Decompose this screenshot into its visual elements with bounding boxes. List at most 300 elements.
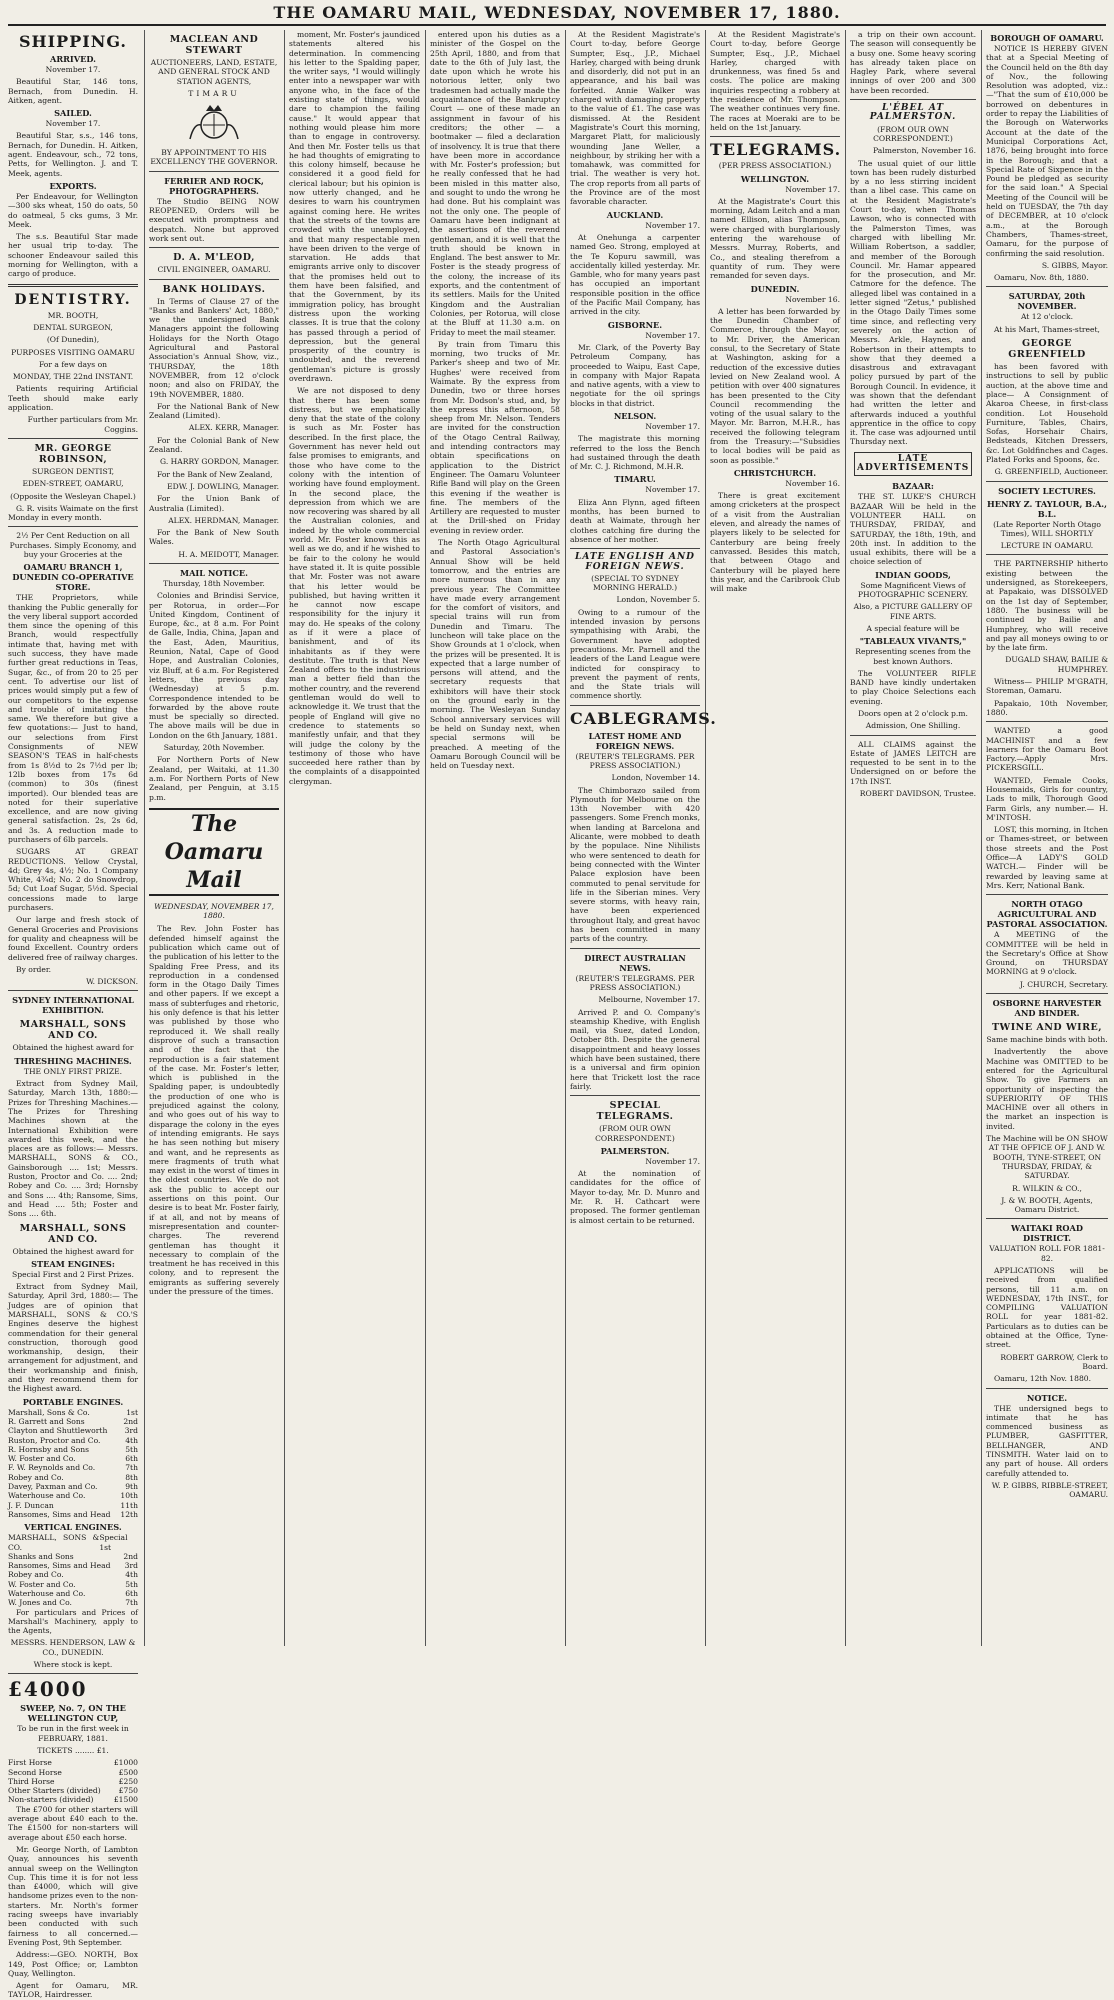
divider: [986, 1388, 1108, 1389]
list-item: [8, 1491, 138, 1500]
list-item-value: 8th: [125, 1472, 138, 1482]
ferrier-text: The Studio BEING NOW REOPENED, Orders will be executed with promptness and despatch. None but approved work sent out.: [149, 196, 279, 243]
local-news-1: entered upon his duties as a minister of the Gospel on the 25th April, 1880, and from that date to the 6th of July last, the date upon which he wrote his notorious letter, only two tradesmen had actually made the acquaintance of the Bankruptcy Court — one of these made an assignment in favour of his creditors; the other — a bootmaker — filed a declaration of insolvency. It is true that there have been more in accordance with Mr. Foster's profession; but he really confessed that he had been misled in this matter also, and sought to undo the wrong he had done. But his complaint was not the only one. The people of Oamaru have been indignant at the assertions of the reverend gentleman, and it is well that the truth should be known in England. The best answer to Mr. Foster is the steady progress of the colony, the increase of its exports, and the contentment of its settlers. Mails for the United Kingdom and the Australian Colonies, per Rotorua, will close at the Bluff at 11.30 a.m. on Friday to meet the mail steamer.: [430, 30, 560, 337]
wellington-date: November 17.: [785, 184, 840, 194]
bank-name: For the Union Bank of Australia (Limited).: [149, 494, 279, 513]
sweep-amount: £4000: [8, 1677, 88, 1702]
booth-date: MONDAY, THE 22nd INSTANT.: [12, 372, 134, 382]
palmerston-text: The usual quiet of our little town has been rudely disturbed by a no less stirring incident than a libel case. This came on at the Resident Magistrate's Court to-day, when Thomas Lawson, who is connected with the Palmerston Times, was charged with libelling Mr. William Robertson, a saddler, and member of the Borough Council. Mr. Hamar appeared for the prosecution, and Mr. Catmore for the defence. The alleged libel was contained in a letter signed "Zetus," published in the Otago Daily Times some time since, and reflecting very severely on the action of Messrs. Arkle, Haynes, and Robertson in their attempts to show that they deemed a disastrous and extravagant policy pursued by part of the Borough Council. In evidence, it was shown that the defendant had written the letter and afterwards induced a youthful apprentice in the office to copy it. The case was adjourned until Thursday next.: [850, 158, 976, 447]
mcleod-role: CIVIL ENGINEER, OAMARU.: [157, 265, 271, 275]
shipping-heading: SHIPPING.: [19, 32, 127, 51]
list-item-name: Robey and Co.: [8, 1570, 64, 1580]
list-item-name: Ransomes, Sims and Head: [8, 1509, 111, 1519]
taylour-role: (Late Reporter North Otago Times), WILL SHORTLY: [993, 519, 1101, 538]
list-item-value: 7th: [125, 1463, 138, 1473]
list-item: [8, 1501, 138, 1510]
gisborne-text: Mr. Clark, of the Poverty Bay Petroleum Company, has proceeded to Waipu, East Cape, in company with Major Rapata and native agents, with a view to negotiate for the oil springs blocks in that district.: [570, 342, 700, 408]
bazaar-representing: Representing scenes from the best known Authors.: [855, 647, 971, 666]
dunedin-heading: DUNEDIN.: [750, 283, 800, 294]
cablegrams-sub: LATEST HOME AND FOREIGN NEWS.: [588, 730, 682, 751]
mail-notice-heading: MAIL NOTICE.: [180, 567, 248, 578]
waitaki-date: Oamaru, 12th Nov. 1880.: [994, 1374, 1092, 1384]
court-news: At the Resident Magistrate's Court to-day, before George Sumpter, Esq., J.P., Michael Harley, charged with being drunk and disorderly, did not put in an appearance, and his bail was forfeited. Annie Walker was charged with damaging property to the value of £1. The case was dismissed. At the Resident Magistrate's Court this morning, Margaret Platt, for maliciously wounding Jane Weller, a neighbour, by striking her with a tomahawk, was committed for trial. The weather is very hot. The crop reports from all parts of the Province are of the most favorable character.: [570, 30, 700, 207]
nelson-text: The magistrate this morning referred to the loss the Bench had sustained through the death of Mr. C. J. Richmond, M.H.R.: [570, 434, 700, 472]
booth-from: (Of Dunedin),: [46, 335, 100, 345]
vertical-heading: VERTICAL ENGINES.: [24, 1522, 122, 1533]
list-item-value: £500: [118, 1767, 138, 1777]
local-news-3: The North Otago Agricultural and Pastoral Association's Annual Show will be held tomorrow, and the entries are more numerous than in any previous year. The Committee have made every arrangement for the comfort of visitors, and special trains will run from Dunedin and Timaru. The luncheon will take place on the Show Grounds at 1 o'clock, when the prizes will be presented. It is expected that a large number of persons will attend, and the secretary requests that exhibitors will have their stock on the ground early in the morning. The Wesleyan Sunday School anniversary services will be held on Sunday next, when special sermons will be preached. A meeting of the Oamaru Borough Council will be held on Tuesday next.: [430, 538, 560, 771]
bank-holidays-heading: BANK HOLIDAYS.: [162, 283, 266, 295]
divider: [986, 721, 1108, 722]
osborne-text: Inadvertently the above Machine was OMITTED to be entered for the Agricultural Show. To give Farmers an opportunity of inspecting the SUPERIORITY OF THIS MACHINE over all others in the market an inspection is invited.: [986, 1047, 1108, 1131]
list-item-value: £1000: [113, 1758, 138, 1768]
list-item-name: Third Horse: [8, 1776, 55, 1786]
marshall-threshing-item: THRESHING MACHINES.: [14, 1055, 132, 1066]
list-item: [8, 1533, 138, 1552]
late-news-sub: (SPECIAL TO SYDNEY MORNING HERALD.): [591, 573, 679, 593]
marshall-steam-text: Extract from Sydney Mail, Saturday, April 3rd, 1880:— The Judges are of opinion that MARSHALL, SONS & CO.'S Engines deserve the highest commendation for their general construction, thorough good workmanship, design, their arrangement for adjustment, and their workmanship and finish, and they recommend them for the Highest award.: [8, 1282, 138, 1394]
column-7: [850, 30, 976, 1646]
list-item-value: 3rd: [124, 1561, 138, 1571]
divider: [8, 526, 138, 527]
bank-name: For the Bank of New Zealand,: [157, 469, 273, 479]
auckland-text: At Onehunga a carpenter named Geo. Strong, employed at the Te Kopuru sawmill, was accidentally killed yesterday. Mr. Gamble, who for many years past has occupied an important responsible position in the office of the Pacific Mail Company, has arrived in the city.: [570, 232, 700, 317]
waitaki-signature: ROBERT GARROW, Clerk to Board.: [1000, 1352, 1108, 1371]
osborne-same: Same machine binds with both.: [986, 1035, 1108, 1045]
list-item-name: W. Foster and Co.: [8, 1579, 76, 1589]
agri-signature: J. CHURCH, Secretary.: [1019, 979, 1108, 989]
late-news-place: London, November 5.: [616, 595, 700, 605]
dunedin-date: November 16.: [785, 294, 840, 304]
column-5: [570, 30, 717, 1646]
paper-nameplate: The Oamaru Mail: [149, 808, 279, 896]
waitaki-text: APPLICATIONS will be received from qualified persons, till 11 a.m. on WEDNESDAY, 17th INST., for COMPILING VALUATION ROLL for year 1881-82. Particulars as to duties can be obtained at the Office, Tyne-street.: [986, 1265, 1108, 1350]
timaru-date: November 17.: [645, 485, 700, 495]
masthead-title: THE OAMARU MAIL, WEDNESDAY, NOVEMBER 17, 1880.: [273, 3, 841, 22]
palmerston-heading: L'ÉBEL AT PALMERSTON.: [869, 103, 957, 123]
list-item-name: Non-starters (divided): [8, 1795, 94, 1805]
list-item: [8, 1473, 138, 1482]
claims-signature: ROBERT DAVIDSON, Trustee.: [859, 789, 976, 799]
christchurch-date: November 16.: [785, 478, 840, 488]
coop-by: By order.: [16, 964, 52, 974]
bank-manager: H. A. MEIDOTT, Manager.: [178, 549, 279, 559]
paper-date: WEDNESDAY, NOVEMBER 17, 1880.: [154, 901, 274, 921]
divider: [850, 99, 976, 100]
marshall-agent: For particulars and Prices of Marshall's Machinery, apply to the Agents,: [8, 1607, 138, 1636]
gisborne-date: November 17.: [645, 330, 700, 340]
divider: [570, 548, 700, 549]
list-item-value: Special 1st: [99, 1533, 128, 1552]
auckland-heading: AUCKLAND.: [606, 209, 664, 220]
divider: [149, 563, 279, 564]
marshall-threshing-sub: Obtained the highest award for: [12, 1043, 134, 1053]
masthead: [0, 0, 1114, 26]
bazaar-goods: INDIAN GOODS,: [875, 569, 951, 580]
booth-name: MR. BOOTH,: [47, 310, 99, 320]
list-item: [8, 1598, 138, 1607]
wellington-heading: WELLINGTON.: [740, 173, 810, 184]
list-item: [8, 1580, 138, 1589]
list-item-name: Other Starters (divided): [8, 1786, 101, 1796]
bazaar-text: THE ST. LUKE'S CHURCH BAZAAR Will be held in the VOLUNTEER HALL on THURSDAY, FRIDAY, and SATURDAY, the 18th, 19th, and 20th inst. In addition to the usual exhibits, there will be a choice selection of: [850, 492, 976, 567]
claims-text: ALL CLAIMS against the Estate of JAMES LEITCH are requested to be sent in to the Undersigned on or before the 17th INST.: [850, 739, 976, 786]
partnership-witness: Witness— PHILIP M'GRATH, Storeman, Oamaru.: [986, 677, 1108, 696]
column-4: [430, 30, 560, 1646]
portable-heading: PORTABLE ENGINES.: [22, 1396, 124, 1407]
dentistry-heading: DENTISTRY.: [14, 291, 132, 308]
divider: [986, 993, 1108, 994]
list-item: [8, 1463, 138, 1472]
sweep-agent: Agent for Oamaru, MR. TAYLOR, Hairdresser.: [8, 1981, 138, 2000]
portable-list: [8, 1408, 138, 1520]
exports-heading: EXPORTS.: [49, 180, 97, 191]
list-item: [8, 1482, 138, 1491]
bank-list: [149, 402, 279, 559]
cablegrams-text: The Chimborazo sailed from Plymouth for Melbourne on the 13th November with 420 passengers. Some French monks, when landing at Barcelona and Alicante, were mobbed to death by the populace. Nine Nihilists who were sentenced to death for being connected with the Winter Palace explosion have been commuted to penal servitude for life in the Siberian mines. Very severe storms, with heavy rain, have been experienced throughout Italy, and great havoc has been committed in many parts of the country.: [570, 785, 700, 944]
list-item: [8, 1786, 138, 1795]
special-text: At the nomination of candidates for the office of Mayor to-day, Mr. D. Munro and Mr. R. H. Cathcart were proposed. The former gentleman is almost certain to be returned.: [570, 1169, 700, 1225]
bazaar-feature: A special feature will be: [866, 623, 960, 633]
column-8: [986, 30, 1108, 1646]
nelson-heading: NELSON.: [613, 410, 657, 421]
marshall-agent-name: MESSRS. HENDERSON, LAW & CO., DUNEDIN.: [10, 1638, 136, 1657]
list-item-name: Second Horse: [8, 1767, 62, 1777]
divider: [149, 279, 279, 280]
bazaar-admission: Admission, One Shilling.: [865, 721, 961, 731]
palmerston-date: Palmerston, November 16.: [873, 146, 976, 156]
editorial-text: The Rev. John Foster has defended himself against the publication which came out of the publication of his letter to the Spalding Free Press, and its reproduction in a condensed form in the Otago Daily Times and other papers. If we except a mass of subterfuges and rhetoric, his only defence is that his letter was published by those who reproduced it. We shall really disprove of such a transaction and of the fact that the reproduction is a fair statement of the case. Mr. Foster's letter, which is published in the Spalding paper, is undoubtedly the production of one who is prejudiced against the colony, and who goes out of his way to disparage the colony in the eyes of intending emigrants. He says he has seen nothing but misery and want, and he represents as mere fragments of truth what may exist in the worst of times in the oldest countries. We do not ask the public to accept our assertions on this point. Our desire is to beat Mr. Foster fairly, if at all, and not by means of misrepresentation and counter-charges. The reverend gentleman has thought it necessary to complain of the treatment he has received in this colony, and to represent the emigrants as suffering severely under the pressure of the times.: [149, 924, 279, 1296]
divider: [8, 438, 138, 439]
list-item: [8, 1510, 138, 1519]
special-agency: (FROM OUR OWN CORRESPONDENT.): [595, 1124, 675, 1143]
auckland-date: November 17.: [645, 220, 700, 230]
list-item-value: 6th: [125, 1589, 138, 1598]
list-item: [8, 1552, 138, 1561]
bazaar-tableaux: "TABLEAUX VIVANTS,": [859, 636, 967, 647]
masthead-rule: [8, 24, 1106, 26]
column-1: [8, 30, 138, 2000]
bank-manager: ALEX. HERDMAN, Manager.: [168, 515, 279, 525]
marshall-agent-where: Where stock is kept.: [33, 1660, 113, 1670]
coop-text: THE Proprietors, while thanking the Public generally for the very liberal support accorded them since the opening of this Branch, would respectfully intimate that, having met with such success, they have made further great reductions in Teas, Sugar, &c., of from 20 to 25 per cent. To advertise our list of prices would simply put a few of our competitors to the expense and trouble of imitating the same. We therefore but give a few quotations:— Just to hand, our selections from First Consignments of NEW SEASON'S TEAS in half-chests from 1s 8½d to 2s 7½d per lb; 12lb boxes from 17s 6d (common) to 30s (finest imported). Our blended teas are noted for their superlative excellence, and are now giving general satisfaction. 2s, 2s 6d, and 3s. A reduction made to purchasers of 6lb parcels.: [8, 593, 138, 844]
marshall-steam-sub: Obtained the highest award for: [12, 1246, 134, 1256]
list-item-value: £250: [118, 1776, 138, 1786]
divider: [570, 705, 700, 706]
borough-signature: S. GIBBS, Mayor.: [1041, 260, 1108, 270]
divider: [149, 171, 279, 172]
arrived-text: Beautiful Star, 146 tons, Bernach, from Dunedin. H. Aitken, agent.: [8, 77, 138, 105]
bazaar-doors: Doors open at 2 o'clock p.m.: [858, 709, 968, 718]
list-item-value: 4th: [125, 1570, 138, 1580]
list-item-value: 4th: [125, 1435, 138, 1445]
late-news-text: Owing to a rumour of the intended invasion by persons sympathising with Arabi, the Government have adopted precautions. Mr. Parnell and the leaders of the Land League were indicted for conspiracy to prevent the payment of rents, and the State trials will commence shortly.: [570, 607, 700, 701]
cablegrams-agency: (REUTER'S TELEGRAMS. PER PRESS ASSOCIATION.): [575, 751, 695, 770]
list-item-value: £750: [118, 1786, 138, 1796]
special-date: November 17.: [645, 1156, 700, 1166]
list-item: [8, 1561, 138, 1570]
list-item-value: 5th: [125, 1444, 138, 1454]
bank-name: For the Bank of New South Wales.: [149, 528, 279, 547]
telegrams-heading: TELEGRAMS.: [710, 140, 842, 160]
bank-name: For the National Bank of New Zealand (Limited).: [149, 401, 279, 421]
column-rule: [425, 30, 426, 1646]
osborne-signature: R. WILKIN & CO.,: [1012, 1183, 1082, 1193]
booth-role: DENTAL SURGEON,: [33, 322, 113, 332]
sailed-text: Beautiful Star, s.s., 146 tons, Bernach, for Dunedin. H. Aitken, agent. Endeavour, sch., 72 tons, Petts, for Wellington. J. and T. Meek, agents.: [8, 131, 138, 178]
borough-text: NOTICE IS HEREBY GIVEN that at a Special Meeting of the Council held on the 8th day of Nov., the following Resolution was adopted, viz.:—"That the sum of £10,000 be borrowed on debentures in order to repay the Liabilities of the Borough on Waterworks Account at the date of the Municipal Corporations Act, 1876, being brought into force in the Borough; and that a Special Rate of Sixpence in the Pound be pledged as security for the said loan." A Special Meeting of the Council will be held on TUESDAY, the 7th day of DECEMBER, at 10 o'clock a.m., at the Borough Chambers, Thames-street, Oamaru, for the purpose of confirming the said resolution.: [986, 44, 1108, 258]
maclean-appointment: BY APPOINTMENT TO HIS EXCELLENCY THE GOVERNOR.: [150, 148, 278, 167]
greenfield-signature: G. GREENFIELD, Auctioneer.: [994, 467, 1108, 477]
list-item-value: 6th: [125, 1454, 138, 1464]
robinson-address: EDEN-STREET, OAMARU,: [22, 479, 124, 489]
bank-manager: ALEX. KERR, Manager.: [188, 423, 279, 433]
list-item: [8, 1777, 138, 1786]
coop-signature: W. DICKSON.: [86, 977, 138, 987]
list-item: [8, 1436, 138, 1445]
coop-name: OAMARU BRANCH 1, DUNEDIN CO-OPERATIVE STORE.: [12, 562, 134, 593]
maclean-name: MACLEAN AND STEWART: [169, 34, 259, 56]
exports-text: Per Endeavour, for Wellington—300 sks wheat, 150 do oats, 50 do oatmeal, 5 cks gums, 3 Mr. Meek.: [8, 191, 138, 229]
list-item-value: 1st: [126, 1407, 138, 1417]
bazaar-band: The VOLUNTEER RIFLE BAND have kindly undertaken to play Choice Selections each evening.: [850, 668, 976, 706]
waitaki-heading: WAITAKI ROAD DISTRICT.: [1010, 1223, 1084, 1244]
column-rule: [565, 30, 566, 1646]
marshall-steam-item: STEAM ENGINES:: [31, 1258, 115, 1269]
cablegrams-heading: CABLEGRAMS.: [570, 708, 717, 728]
divider: [986, 1218, 1108, 1219]
marshall-threshing-heading: MARSHALL, SONS AND CO.: [19, 1019, 127, 1042]
timaru-heading: TIMARU.: [614, 474, 656, 485]
bank-manager: EDW. J. DOWLING, Manager.: [167, 481, 279, 491]
palmerston-sub: (FROM OUR OWN CORRESPONDENT.): [873, 124, 953, 143]
column-rule: [284, 30, 285, 1646]
list-item-name: J. F. Duncan: [8, 1500, 54, 1510]
partnership-text: THE PARTNERSHIP hitherto existing between the undersigned, as Storekeepers, at Papakaio, was DISSOLVED on the 1st day of September, 1880. The business will be continued by Bailie and Humphrey, who will receive and pay all moneys owing to or by the late firm.: [986, 559, 1108, 653]
robinson-name: MR. GEORGE ROBINSON,: [34, 442, 112, 465]
sale-date: SATURDAY, 20th NOVEMBER.: [1008, 291, 1086, 312]
booth-days: For a few days on: [38, 359, 108, 369]
list-item-name: F. W. Reynolds and Co.: [8, 1463, 96, 1473]
list-item-value: 12th: [120, 1509, 138, 1519]
borough-date: Oamaru, Nov. 8th, 1880.: [994, 273, 1089, 283]
timaru-text: Eliza Ann Flynn, aged fifteen months, has been burned to death at Waimate, through her clothes catching fire during the absence of her mother.: [570, 497, 700, 544]
maclean-place: TIMARU: [188, 88, 240, 98]
late-news-heading: LATE ENGLISH AND FOREIGN NEWS.: [575, 552, 695, 572]
special-place: PALMERSTON.: [600, 1145, 670, 1156]
list-item-value: 7th: [125, 1598, 138, 1608]
list-item-value: 5th: [125, 1579, 138, 1589]
sale-time: At 12 o'clock.: [1020, 312, 1074, 322]
sale-place: At his Mart, Thames-street,: [994, 324, 1100, 334]
list-item: [8, 1426, 138, 1435]
shipping-notes: The s.s. Beautiful Star made her usual trip to-day. The schooner Endeavour sailed this morning for Wellington, with a cargo of produce.: [8, 232, 138, 279]
bazaar-gallery: Also, a PICTURE GALLERY OF FINE ARTS.: [853, 602, 973, 621]
list-item-value: 9th: [125, 1482, 138, 1492]
list-item: [8, 1417, 138, 1426]
notice-signature: W. P. GIBBS, RIBBLE-STREET, OAMARU.: [991, 1480, 1108, 1500]
greenfield-text: has been favored with instructions to sell by public auction, at the above time and place— A Consignment of Akaroa Cheese, in first-class condition. Lot Household Furniture, Tables, Chairs, Sofas, Horsehair Chairs, Bedsteads, Kitchen Dressers, &c. Lot Goldfinches and Cages. Plated Forks and Spoons, &c.: [986, 362, 1108, 464]
list-item-value: 3rd: [124, 1426, 138, 1436]
osborne-heading: OSBORNE HARVESTER AND BINDER.: [992, 998, 1102, 1019]
divider: [986, 481, 1108, 482]
list-item-name: Ruston, Proctor and Co.: [8, 1435, 101, 1445]
sweep-title: SWEEP, No. 7, ON THE WELLINGTON CUP,: [20, 1703, 126, 1724]
list-item-value: £1500: [113, 1795, 138, 1805]
notice-heading: NOTICE.: [1026, 1392, 1068, 1403]
local-news-2: By train from Timaru this morning, two trucks of Mr. Parker's sheep and two of Mr. Hughes' were received from Waimate. By the express from Dunedin, two or three horses from Mr. Dodson's stud, and, by the express this afternoon, 58 sheep from Mr. Nelson. Tenders are invited for the construction of the Otago Central Railway, and intending contractors may obtain specifications on application to the District Engineer. The Oamaru Volunteer Rifle Band will play on the Green this evening if the weather is fine. The members of the Artillery are requested to muster at the Drill-shed on Friday evening in review order.: [430, 339, 560, 535]
robinson-opposite: (Opposite the Wesleyan Chapel.): [10, 491, 136, 501]
list-item-name: Ransomes, Sims and Head: [8, 1561, 111, 1571]
marshall-steam-heading: MARSHALL, SONS AND CO.: [19, 1222, 127, 1245]
column-rule: [144, 30, 145, 1646]
sweep-north: Mr. George North, of Lambton Quay, announces his seventh annual sweep on the Wellington Cup. This time it is for not less than £4000, which will give handsome prizes even to the non-starters. Mr. North's former racing sweeps have invariably been conducted with such fairness to all concerned.—Evening Post, 9th September.: [8, 1844, 138, 1947]
borough-heading: BOROUGH OF OAMARU.: [990, 33, 1104, 43]
divider: [710, 136, 840, 137]
marshall-threshing-only: THE ONLY FIRST PRIZE.: [23, 1066, 123, 1076]
mail-date-2: Saturday, 20th November.: [163, 743, 265, 753]
agri-text: A MEETING of the COMMITTEE will be held in the Secretary's Office at Show Ground, on THURSDAY MORNING at 9 o'clock.: [986, 930, 1108, 977]
bazaar-heading: BAZAAR:: [892, 481, 934, 492]
list-item: [8, 1445, 138, 1454]
list-item-name: Waterhouse and Co.: [8, 1491, 86, 1501]
list-item-value: 2nd: [123, 1551, 138, 1561]
vertical-list: [8, 1533, 138, 1607]
booth-more: Further particulars from Mr. Coggins.: [27, 415, 138, 434]
list-item-value: 10th: [120, 1491, 138, 1501]
greenfield-name: GEORGE GREENFIELD: [1008, 338, 1086, 361]
exhibition-heading: SYDNEY INTERNATIONAL EXHIBITION.: [12, 995, 134, 1016]
list-item-name: First Horse: [8, 1758, 52, 1768]
list-item-name: W. Jones and Co.: [8, 1598, 72, 1608]
column-3: [289, 30, 420, 1646]
direct-place: Melbourne, November 17.: [598, 995, 700, 1005]
mail-date: Thursday, 18th November.: [163, 578, 265, 588]
agri-heading: NORTH OTAGO AGRICULTURAL AND PASTORAL ASSOCIATION.: [986, 899, 1108, 930]
partnership-signature: DUGALD SHAW, BAILIE & HUMPHREY.: [1005, 655, 1108, 674]
partnership-date: Papakaio, 10th November, 1880.: [986, 698, 1108, 717]
list-item-value: 11th: [120, 1500, 138, 1510]
direct-agency: (REUTER'S TELEGRAMS. PER PRESS ASSOCIATION.): [575, 973, 695, 992]
list-item-name: Marshall, Sons & Co.: [8, 1407, 90, 1417]
sweep-tickets: TICKETS ........ £1.: [37, 1745, 109, 1755]
mail-text: Colonies and Brindisi Service, per Rotorua, in order—For United Kingdom, Continent of Europe, &c., at 8 a.m. For Point de Galle, India, China, Japan and the East, Aden, Mauritius, Reunion, Natal, Cape of Good Hope, and Australian Colonies, viz Bluff, at 6 a.m. For Registered letters, the previous day (Wednesday) at 5 p.m. Correspondence intended to be forwarded by the above route must be specially so directed. The above mails will be due in London on the 6th January, 1881.: [149, 591, 279, 740]
wanted-machinist: WANTED a good MACHINIST and a few learners for the Oamaru Boot Factory.—Apply Mrs. PICKERSGILL.: [986, 726, 1108, 773]
divider: [570, 948, 700, 949]
column-rule: [981, 30, 982, 1646]
marshall-steam-special: Special First and 2 First Prizes.: [12, 1269, 134, 1279]
dunedin-text: A letter has been forwarded by the Dunedin Chamber of Commerce, through the Mayor, to Mr. Driver, the American consul, to the Secretary of State at Washington, asking for a reduction of the excessive duties levied on New Zealand wool. A petition with over 400 signatures has been presented to the City Council recommending the voting of the usual salary to the Mayor. Mr. Barron, M.H.R., has received the following telegram from the Treasury:—"Subsidies to local bodies will be paid as soon as possible.": [710, 306, 840, 465]
list-item: [8, 1570, 138, 1579]
bank-holidays-text: In Terms of Clause 27 of the "Banks and Bankers' Act, 1880," we the undersigned Bank Managers appoint the following Holidays for the North Otago Agricultural and Pastoral Association's Annual Show, viz., THURSDAY, the 18th NOVEMBER, from 12 o'clock noon; and also on FRIDAY, the 19th NOVEMBER, 1880.: [149, 296, 279, 399]
divider: [149, 247, 279, 248]
christchurch-heading: CHRISTCHURCH.: [733, 467, 817, 478]
list-item-name: R. Hornsby and Sons: [8, 1444, 89, 1454]
robinson-note: G. R. visits Waimate on the first Monday in every month.: [8, 503, 138, 523]
sweep-address: Address:—GEO. NORTH, Box 149, Post Office; or, Lambton Quay, Wellington.: [8, 1950, 138, 1978]
column-6: [710, 30, 840, 1646]
mcleod-name: D. A. M'LEOD,: [173, 252, 255, 264]
osborne-twine: TWINE AND WIRE,: [991, 1022, 1103, 1034]
list-item-name: R. Garrett and Sons: [8, 1416, 85, 1426]
special-telegrams-heading: SPECIAL TELEGRAMS.: [596, 1100, 674, 1123]
sweep-sub: To be run in the first week in FEBRUARY, 1881.: [17, 1724, 129, 1743]
royal-crest-icon: [184, 101, 244, 145]
arrived-heading: ARRIVED.: [49, 54, 97, 64]
divider: [8, 1673, 138, 1674]
cablegrams-place: London, November 14.: [611, 773, 700, 783]
sailed-date: November 17.: [45, 119, 101, 129]
court-news-2: At the Resident Magistrate's Court to-day, before George Sumpter, Esq., J.P., Michael Harley, charged with drunkenness, was fined 5s and costs. The police are making inquiries respecting a robbery at the residence of Mr. Thompson. The weather continues very fine. The races at Moeraki are to be held on the 1st January.: [710, 30, 840, 132]
list-item-name: Davey, Paxman and Co.: [8, 1482, 98, 1492]
divider: [986, 554, 1108, 555]
society-heading: SOCIETY LECTURES.: [998, 485, 1096, 496]
christchurch-text: There is great excitement among cricketers at the prospect of a visit from the Australian eleven, and already the names of players likely to be selected for Canterbury are being freely canvassed. Besides this match, that between Otago and Canterbury will be played here this year, and the Caribrook Club will make: [710, 491, 840, 594]
list-item-name: MARSHALL, SONS & CO.: [8, 1533, 100, 1552]
list-item-name: Waterhouse and Co.: [8, 1589, 86, 1598]
booth-note: Patients requiring Artificial Teeth should make early application.: [8, 384, 138, 413]
divider: [8, 990, 138, 991]
column-rule: [705, 30, 706, 1646]
list-item-name: W. Foster and Co.: [8, 1454, 76, 1464]
osborne-agents: J. & W. BOOTH, Agents, Oamaru District.: [1001, 1195, 1093, 1215]
bank-name: For the Colonial Bank of New Zealand.: [149, 435, 279, 455]
arrived-date: November 17.: [45, 65, 101, 74]
taylour-lecture: LECTURE IN OAMARU.: [1000, 541, 1094, 551]
sweep-note: The £700 for other starters will average about £40 each to the. The £1500 for non-starters will average about £50 each horse.: [8, 1804, 138, 1842]
sailed-heading: SAILED.: [54, 108, 92, 119]
list-item-value: 2nd: [123, 1416, 138, 1426]
late-ads-heading: LATE ADVERTISEMENTS: [854, 452, 972, 477]
cricket-text: a trip on their own account. The season will consequently be a busy one. Some heavy scoring has already taken place on Hagley Park, where several innings of over 200 and 300 have been recorded.: [850, 30, 976, 95]
divider: [986, 286, 1108, 287]
wanted-cooks: WANTED, Female Cooks, Housemaids, Girls for country, Lads to milk, Thorough Good Farm Girls, any number.— H. M'INTOSH.: [986, 775, 1108, 822]
editorial-continued-2: We are not disposed to deny that there has been some distress, but we emphatically deny that the state of the colony is such as Mr. Foster has described. In the first place, the Government has never held out false promises to emigrants, and those who have come to the colony with the intention of working have found employment. In the second place, the depression from which we are now recovering was shared by all the Australian colonies, and indeed by the whole commercial world. Mr. Foster knows this as well as we do, and if he wished to be fair to the colony he would have stated it. It is quite possible that Mr. Foster was not aware that his letter would be published, but having written it he cannot now escape responsibility for the injury it may do. He speaks of the colony as if it were a place of banishment, and of its inhabitants as if they were destitute. The truth is that New Zealand offers to the industrious man a better field than the mother country, and the reverend gentleman would do well to acknowledge it. We trust that the people of England will give no credence to statements so manifestly unfair, and that they will judge the colony by the testimony of those who have succeeded here rather than by the complaints of a disappointed clergyman.: [289, 386, 420, 786]
booth-visit: PURPOSES VISITING OAMARU: [11, 347, 135, 357]
direct-text: Arrived P. and O. Company's steamship Khedive, with English mail, via Suez, dated London, October 8th. Despite the general disappointment and heavy losses which have been sustained, there is a universal and firm opinion here that Trickett lost the race fairly.: [570, 1007, 700, 1091]
list-item: [8, 1589, 138, 1598]
coop-close: Our large and fresh stock of General Groceries and Provisions for quality and cheapness will be found Excellent. Country orders delivered free of railway charges.: [8, 915, 138, 962]
column-rule: [845, 30, 846, 1646]
direct-heading: DIRECT AUSTRALIAN NEWS.: [584, 952, 686, 973]
list-item-name: Robey and Co.: [8, 1472, 64, 1482]
gisborne-heading: GISBORNE.: [607, 319, 663, 330]
list-item: [8, 1768, 138, 1777]
list-item-name: Clayton and Shuttleworth: [8, 1426, 108, 1436]
mail-text-2: For Northern Ports of New Zealand, per Waitaki, at 11.30 a.m. For Northern Ports of New Zealand, per Penguin, at 3.15 p.m.: [149, 755, 279, 802]
divider: [850, 735, 976, 736]
list-item: [8, 1408, 138, 1417]
coop-sugar: SUGARS AT GREAT REDUCTIONS. Yellow Crystal, 4d; Grey 4s, 4½; No. 1 Company White, 4¾d; No. 2 do Snowdrop, 5d; Cut Loaf Sugar, 5½d. Special concessions made to large purchasers.: [8, 847, 138, 913]
list-item-name: Shanks and Sons: [8, 1551, 74, 1561]
ferrier-heading: FERRIER AND ROCK, PHOTOGRAPHERS.: [164, 175, 264, 196]
telegrams-agency: (PER PRESS ASSOCIATION.): [718, 161, 832, 171]
editorial-continued: moment, Mr. Foster's jaundiced statements altered his determination. In commencing his letter to the Spalding paper, the writer says, "I would willingly enter into a newspaper war with anyone who, in the face of the existing state of things, would dare to champion the failing cause." It would appear that nothing would please him more than to engage in controversy. And then Mr. Foster tells us that he had thoughts of emigrating to this colony himself, because he considered it a good field for clerical labour; but his opinion is now utterly changed, and he desires to warn his countrymen against coming here. He writes that the streets of the towns are crowded with the unemployed, and that many respectable men have been driven to the verge of starvation. He adds that emigrants arrive only to discover that the promises held out to them have been falsified, and that the Government, by its immigration policy, has brought distress upon the working classes. It is true that the colony has passed through a period of depression, but the general prosperity of the country is undoubted, and the reverend gentleman's picture is grossly overdrawn.: [289, 30, 420, 383]
list-item: [8, 1454, 138, 1463]
notice-text: THE undersigned begs to intimate that he has commenced business as PLUMBER, GASFITTER, BELLHANGER, AND TINSMITH. Water laid on to any part of house. All orders carefully attended to.: [986, 1403, 1108, 1478]
bank-manager: G. HARRY GORDON, Manager.: [160, 457, 279, 467]
divider: [570, 1095, 700, 1096]
divider: [8, 284, 138, 287]
list-item: [8, 1758, 138, 1767]
taylour-name: HENRY Z. TAYLOUR, B.A., B.L.: [986, 498, 1108, 519]
column-2: [149, 30, 279, 1646]
wellington-text: At the Magistrate's Court this morning, Adam Leitch and a man named Ellison, alias Thompson, were charged with burglariously entering the warehouse of Messrs. Murray, Roberts, and Co., and stealing therefrom a quantity of rum. They were remanded for seven days.: [710, 196, 840, 281]
maclean-role: AUCTIONEERS, LAND, ESTATE, AND GENERAL STOCK AND STATION AGENTS,: [150, 58, 278, 86]
robinson-role: SURGEON DENTIST,: [31, 466, 115, 476]
bazaar-views: Some Magnificent Views of PHOTOGRAPHIC SCENERY.: [857, 580, 969, 600]
nelson-date: November 17.: [645, 421, 700, 431]
